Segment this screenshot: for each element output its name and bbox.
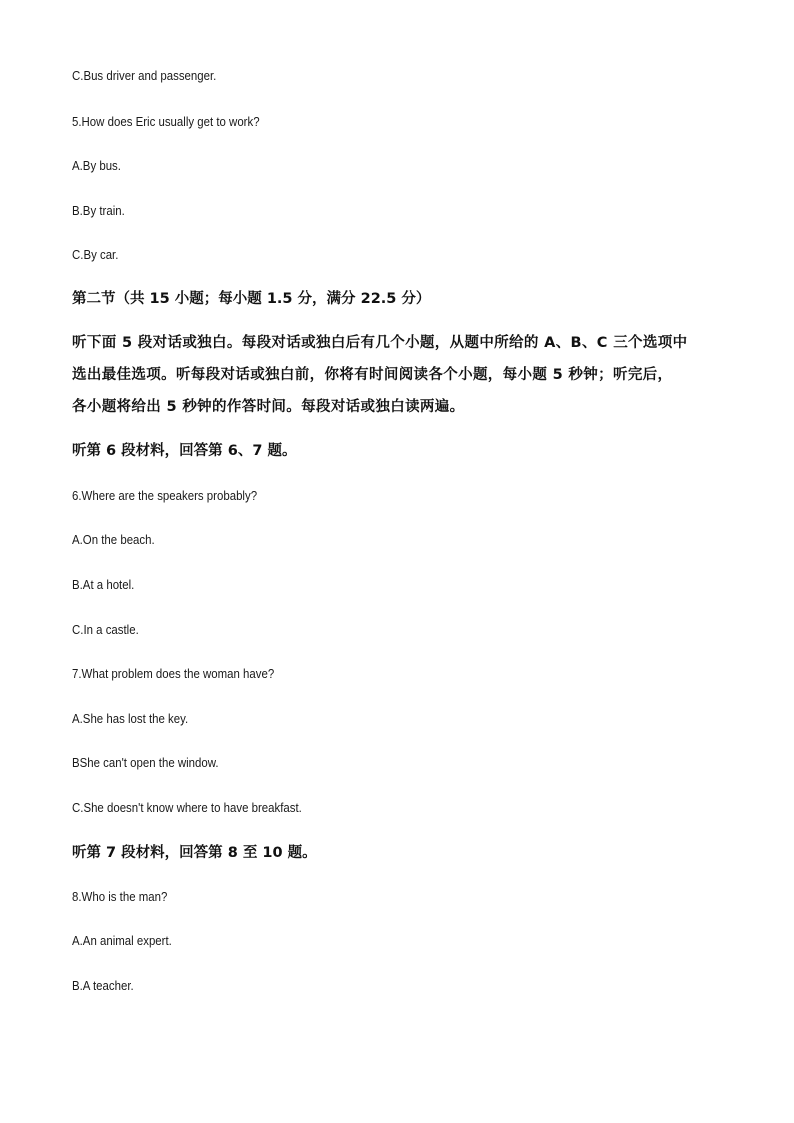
option-b-q5: B.By train. xyxy=(72,203,125,218)
question-8: 8.Who is the man? xyxy=(72,889,168,904)
question-6: 6.Where are the speakers probably? xyxy=(72,488,258,503)
option-a-q8: A.An animal expert. xyxy=(72,933,172,948)
question-7: 7.What problem does the woman have? xyxy=(72,666,275,681)
option-a-q7: A.She has lost the key. xyxy=(72,711,189,726)
option-c-q7: C.She doesn't know where to have breakfast. xyxy=(72,800,302,815)
option-b-q7: BShe can't open the window. xyxy=(72,755,219,770)
option-b-q8: B.A teacher. xyxy=(72,978,134,993)
instructions-line-2: 选出最佳选项。听每段对话或独白前，你将有时间阅读各个小题，每小题 5 秒钟；听完后， xyxy=(72,367,673,383)
option-c-q6: C.In a castle. xyxy=(72,622,139,637)
material-7-heading: 听第 7 段材料，回答第 8 至 10 题。 xyxy=(72,845,317,861)
instructions-line-3: 各小题将给出 5 秒钟的作答时间。每段对话或独白读两遍。 xyxy=(72,399,465,415)
option-b-q6: B.At a hotel. xyxy=(72,577,135,592)
option-c-q5: C.By car. xyxy=(72,247,119,262)
option-a-q5: A.By bus. xyxy=(72,158,121,173)
instructions-line-1: 听下面 5 段对话或独白。每段对话或独白后有几个小题，从题中所给的 A、B、C 三个选项中 xyxy=(72,335,688,351)
section-heading: 第二节（共 15 小题；每小题 1.5 分，满分 22.5 分） xyxy=(72,291,431,307)
option-c-q4: C.Bus driver and passenger. xyxy=(72,68,217,83)
question-5: 5.How does Eric usually get to work? xyxy=(72,114,260,129)
material-6-heading: 听第 6 段材料，回答第 6、7 题。 xyxy=(72,443,297,459)
option-a-q6: A.On the beach. xyxy=(72,532,155,547)
